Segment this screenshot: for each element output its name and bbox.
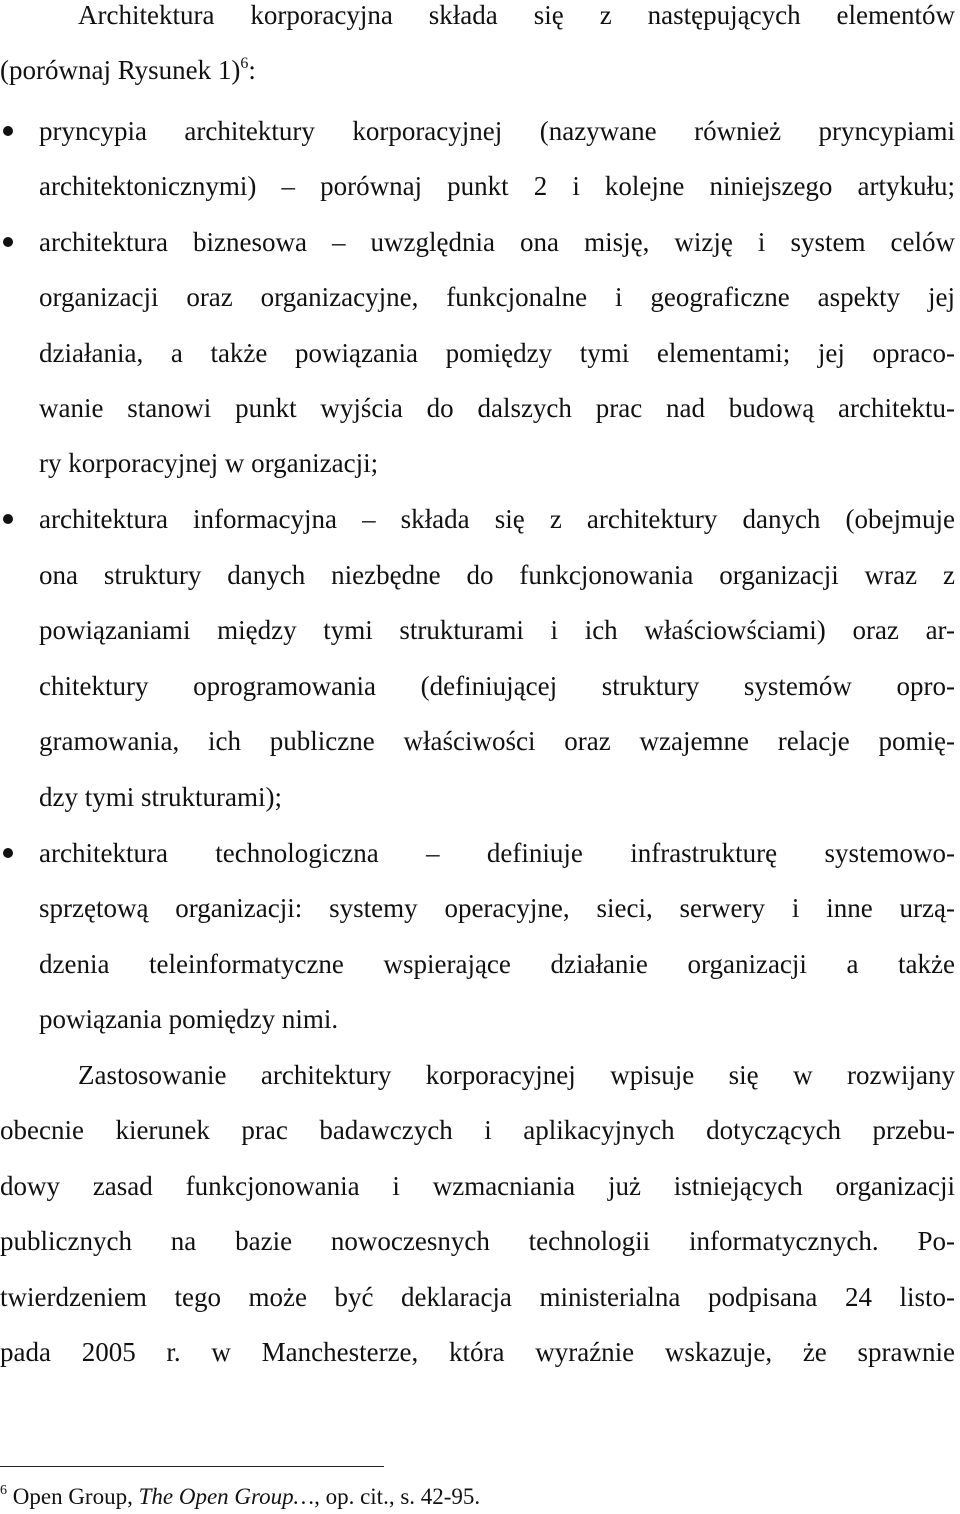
bullet-2-line-1: architektura biznesowa – uwzględnia ona misję, wizję i system celów	[39, 227, 955, 257]
footnote-ref-6: 6	[240, 55, 249, 72]
bullet-4-line-3: dzenia teleinformatyczne wspierające działanie organizacji a także	[39, 949, 955, 979]
bullet-3-line-3: powiązaniami między tymi strukturami i ich właściowściami) oraz ar-	[39, 615, 955, 645]
paragraph-line-3: dowy zasad funkcjonowania i wzmacniania już istniejących organizacji	[0, 1171, 955, 1201]
bullet-2-line-3: działania, a także powiązania pomiędzy tymi elementami; jej opraco-	[39, 338, 955, 368]
bullet-4-line-4: powiązania pomiędzy nimi.	[39, 1004, 339, 1034]
intro-line-2-end: :	[248, 55, 256, 85]
paragraph-line-5: twierdzeniem tego może być deklaracja ministerialna podpisana 24 listo-	[0, 1282, 955, 1312]
footnote-title: The Open Group…	[138, 1484, 315, 1509]
bullet-2-line-4: wanie stanowi punkt wyjścia do dalszych prac nad budową architektu-	[39, 393, 955, 423]
bullet-4-line-2: sprzętową organizacji: systemy operacyjne, sieci, serwery i inne urzą-	[39, 893, 955, 923]
footnote	[0, 1482, 480, 1512]
footnote-suffix: , op. cit., s. 42-95.	[314, 1484, 481, 1509]
paragraph-line-1: Zastosowanie architektury korporacyjnej wpisuje się w rozwijany	[78, 1060, 955, 1090]
bullet-2-line-5: ry korporacyjnej w organizacji;	[39, 448, 379, 478]
bullet-icon	[3, 848, 13, 858]
bullet-3-line-6: dzy tymi strukturami);	[39, 782, 282, 812]
bullet-icon	[3, 514, 13, 524]
bullet-icon	[3, 237, 13, 247]
paragraph-line-4: publicznych na bazie nowoczesnych technologii informatycznych. Po-	[0, 1226, 955, 1256]
bullet-icon	[3, 126, 13, 136]
bullet-3-line-2: ona struktury danych niezbędne do funkcjonowania organizacji wraz z	[39, 560, 955, 590]
footnote-prefix: Open Group,	[7, 1484, 139, 1509]
intro-line-2	[0, 53, 955, 87]
bullet-3-line-4: chitektury oprogramowania (definiującej struktury systemów opro-	[39, 671, 955, 701]
footnote-divider	[0, 1466, 384, 1467]
paragraph-line-2: obecnie kierunek prac badawczych i aplikacyjnych dotyczących przebu-	[0, 1115, 955, 1145]
bullet-1-line-2: architektonicznymi) – porównaj punkt 2 i kolejne niniejszego artykułu;	[39, 171, 955, 201]
intro-line-2-text: (porównaj Rysunek 1)	[0, 55, 241, 85]
bullet-1-line-1: pryncypia architektury korporacyjnej (nazywane również pryncypiami	[39, 116, 955, 146]
footnote-number: 6	[0, 1483, 7, 1498]
intro-line-1: Architektura korporacyjna składa się z następujących elementów	[78, 0, 955, 30]
bullet-2-line-2: organizacji oraz organizacyjne, funkcjonalne i geograficzne aspekty jej	[39, 282, 955, 312]
paragraph-line-6: pada 2005 r. w Manchesterze, która wyraźnie wskazuje, że sprawnie	[0, 1337, 955, 1367]
bullet-3-line-5: gramowania, ich publiczne właściwości oraz wzajemne relacje pomię-	[39, 726, 955, 756]
bullet-4-line-1: architektura technologiczna – definiuje infrastrukturę systemowo-	[39, 838, 955, 868]
bullet-3-line-1: architektura informacyjna – składa się z architektury danych (obejmuje	[39, 504, 955, 534]
